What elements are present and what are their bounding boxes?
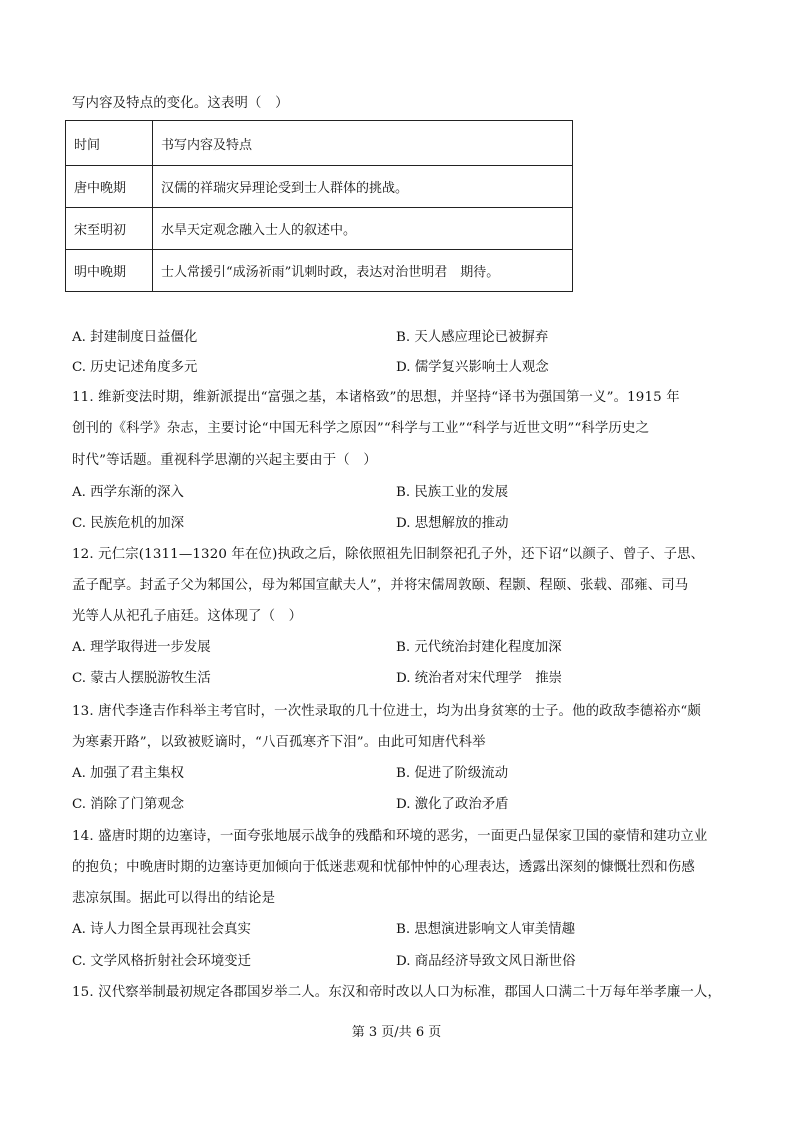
q10-stem-tail: 写内容及特点的变化。这表明（ ）	[72, 96, 289, 111]
q14-option-c: C. 文学风格折射社会环境变迁	[72, 954, 251, 969]
table-row	[66, 208, 573, 250]
table-cell: 明中晚期	[66, 250, 153, 292]
table-header-row	[66, 121, 573, 166]
q13-option-d: D. 激化了政治矛盾	[396, 797, 509, 812]
table-row	[66, 166, 573, 208]
q15-line-1: 15. 汉代察举制最初规定各郡国岁举二人。东汉和帝时改以人口为标准，郡国人口满二十万每年举孝廉一人，	[72, 985, 722, 1000]
q10-table	[65, 120, 573, 292]
q11-option-d: D. 思想解放的推动	[396, 516, 509, 531]
q11-option-b: B. 民族工业的发展	[396, 485, 509, 500]
q14-option-d: D. 商品经济导致文风日渐世俗	[396, 954, 576, 969]
table-header-cell: 时间	[66, 121, 153, 166]
table-row	[66, 250, 573, 292]
q14-line-2: 的抱负；中晚唐时期的边塞诗更加倾向于低迷悲观和忧郁忡忡的心理表达，透露出深刻的慷慨壮烈和伤感	[72, 860, 695, 875]
table-cell: 士人常援引“成汤祈雨”讥刺时政，表达对治世明君 期待。	[153, 250, 573, 292]
q12-option-c: C. 蒙古人摆脱游牧生活	[72, 671, 211, 686]
q14-option-b: B. 思想演进影响文人审美情趣	[396, 922, 576, 937]
q11-option-c: C. 民族危机的加深	[72, 516, 185, 531]
table-cell: 唐中晚期	[66, 166, 153, 208]
q12-option-a: A. 理学取得进一步发展	[72, 640, 211, 655]
q13-option-a: A. 加强了君主集权	[72, 766, 184, 781]
q13-option-c: C. 消除了门第观念	[72, 797, 185, 812]
q14-line-3: 悲凉氛围。据此可以得出的结论是	[72, 891, 276, 906]
table-cell: 宋至明初	[66, 208, 153, 250]
q12-line-3: 光等人从祀孔子庙廷。这体现了（ ）	[72, 609, 303, 624]
q10-option-b: B. 天人感应理论已被摒弃	[396, 330, 549, 345]
q14-option-a: A. 诗人力图全景再现社会真实	[72, 922, 251, 937]
q14-line-1: 14. 盛唐时期的边塞诗，一面夸张地展示战争的残酷和环境的恶劣，一面更凸显保家卫国的豪情和建功立业	[72, 829, 708, 844]
q12-line-2: 孟子配享。封孟子父为邾国公，母为邾国宣献夫人”，并将宋儒周敦颐、程颢、程颐、张载、邵雍、司马	[72, 578, 689, 593]
q10-option-a: A. 封建制度日益僵化	[72, 330, 198, 345]
q12-line-1: 12. 元仁宗(1311—1320 年在位)执政之后，除依照祖先旧制祭祀孔子外，还下诏“以颜子、曾子、子思、	[72, 547, 705, 562]
table-cell: 水旱天定观念融入士人的叙述中。	[153, 208, 573, 250]
q13-option-b: B. 促进了阶级流动	[396, 766, 509, 781]
q11-line-1: 11. 维新变法时期，维新派提出“富强之基，本诸格致”的思想，并坚持“译书为强国第一义”。1915 年	[72, 390, 680, 405]
q12-option-b: B. 元代统治封建化程度加深	[396, 640, 562, 655]
table-header-cell: 书写内容及特点	[153, 121, 573, 166]
q13-line-1: 13. 唐代李逢吉作科举主考官时，一次性录取的几十位进士，均为出身贫寒的士子。他的政敌李德裕亦“颇	[72, 704, 701, 719]
page-footer: 第 3 页/共 6 页	[351, 1025, 442, 1040]
q10-option-c: C. 历史记述角度多元	[72, 360, 198, 375]
q11-option-a: A. 西学东渐的深入	[72, 485, 184, 500]
q11-line-2: 创刊的《科学》杂志，主要讨论“中国无科学之原因”“科学与工业”“科学与近世文明”“科学历史之	[72, 421, 650, 436]
table-cell: 汉儒的祥瑞灾异理论受到士人群体的挑战。	[153, 166, 573, 208]
q13-line-2: 为寒素开路”，以致被贬谪时，“八百孤寒齐下泪”。由此可知唐代科举	[72, 735, 486, 750]
q12-option-d: D. 统治者对宋代理学 推崇	[396, 671, 563, 686]
q11-line-3: 时代”等话题。重视科学思潮的兴起主要由于（ ）	[72, 453, 377, 468]
q10-option-d: D. 儒学复兴影响士人观念	[396, 360, 549, 375]
